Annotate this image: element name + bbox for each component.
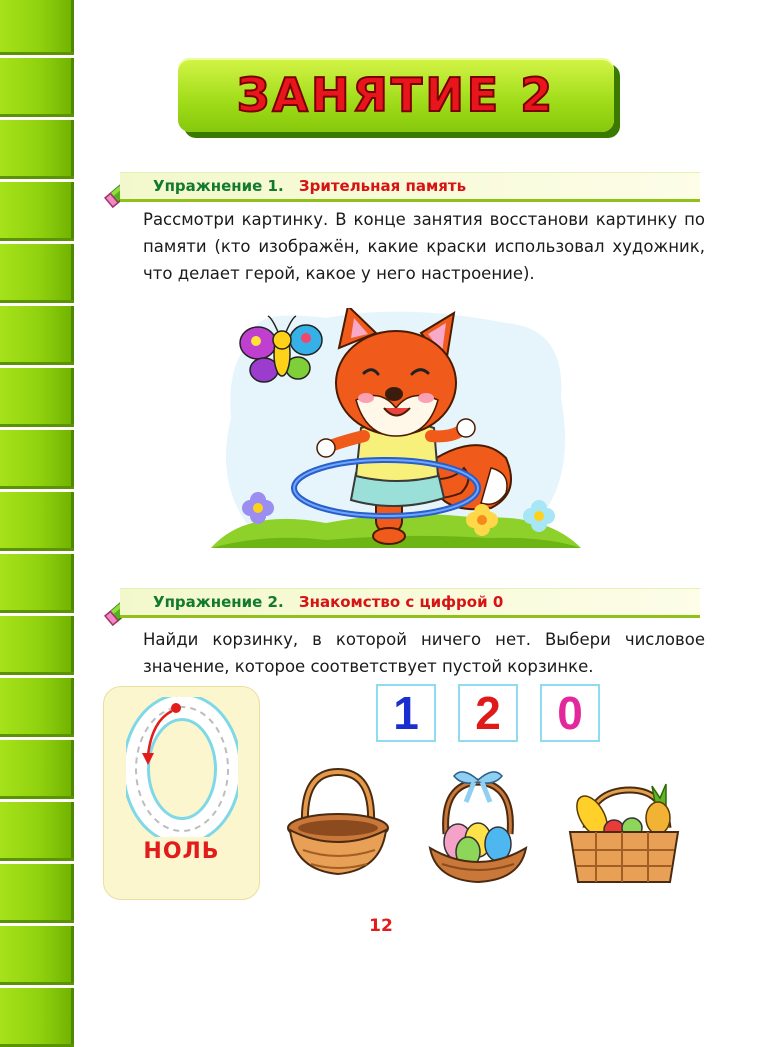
strip-block bbox=[0, 678, 74, 737]
zero-tracing-card bbox=[103, 686, 260, 900]
lesson-title-banner bbox=[178, 58, 614, 132]
exercise-1-label: Упражнение bbox=[153, 177, 263, 195]
zero-tracing-icon bbox=[126, 697, 238, 837]
exercise-2-label: Упражнение bbox=[153, 593, 263, 611]
empty-basket-icon[interactable] bbox=[283, 762, 393, 882]
strip-block bbox=[0, 740, 74, 799]
strip-block bbox=[0, 988, 74, 1047]
strip-block bbox=[0, 368, 74, 427]
strip-block bbox=[0, 616, 74, 675]
exercise-1-topic: Зрительная память bbox=[298, 177, 467, 195]
strip-block bbox=[0, 926, 74, 985]
fox-hula-hoop-illustration bbox=[206, 308, 586, 570]
exercise-1-header bbox=[120, 172, 700, 202]
exercise-1-text: Рассмотри картинку. В конце занятия восстанови картинку по памяти (кто изображён, какие краски использовал художник, что делает герой, какое у него настроение). bbox=[143, 210, 705, 283]
exercise-2-topic: Знакомство с цифрой 0 bbox=[298, 593, 504, 611]
strip-block bbox=[0, 58, 74, 117]
number-choice-2[interactable] bbox=[458, 684, 518, 742]
zero-word: НОЛЬ bbox=[143, 839, 220, 864]
strip-block bbox=[0, 864, 74, 923]
strip-block bbox=[0, 802, 74, 861]
number-choice-1[interactable] bbox=[376, 684, 436, 742]
exercise-2-header bbox=[120, 588, 700, 618]
egg-basket-icon[interactable] bbox=[422, 764, 534, 888]
strip-block bbox=[0, 306, 74, 365]
exercise-1-number: 1. bbox=[267, 177, 284, 195]
fruit-basket-icon[interactable] bbox=[566, 778, 682, 888]
page-number: 12 bbox=[369, 916, 393, 936]
strip-block bbox=[0, 244, 74, 303]
number-choice-value: 2 bbox=[475, 687, 501, 739]
number-choice-0[interactable] bbox=[540, 684, 600, 742]
strip-block bbox=[0, 492, 74, 551]
number-choice-value: 1 bbox=[393, 687, 419, 739]
lesson-title: ЗАНЯТИЕ 2 bbox=[236, 68, 556, 122]
strip-block bbox=[0, 0, 74, 55]
left-decorative-strip bbox=[0, 0, 76, 1000]
strip-block bbox=[0, 182, 74, 241]
number-choice-value: 0 bbox=[557, 687, 583, 739]
exercise-2-number: 2. bbox=[267, 593, 284, 611]
exercise-2-text: Найди корзинку, в которой ничего нет. Выбери числовое значение, которое соответствует пустой корзинке. bbox=[143, 630, 705, 676]
strip-block bbox=[0, 120, 74, 179]
strip-block bbox=[0, 554, 74, 613]
strip-block bbox=[0, 430, 74, 489]
